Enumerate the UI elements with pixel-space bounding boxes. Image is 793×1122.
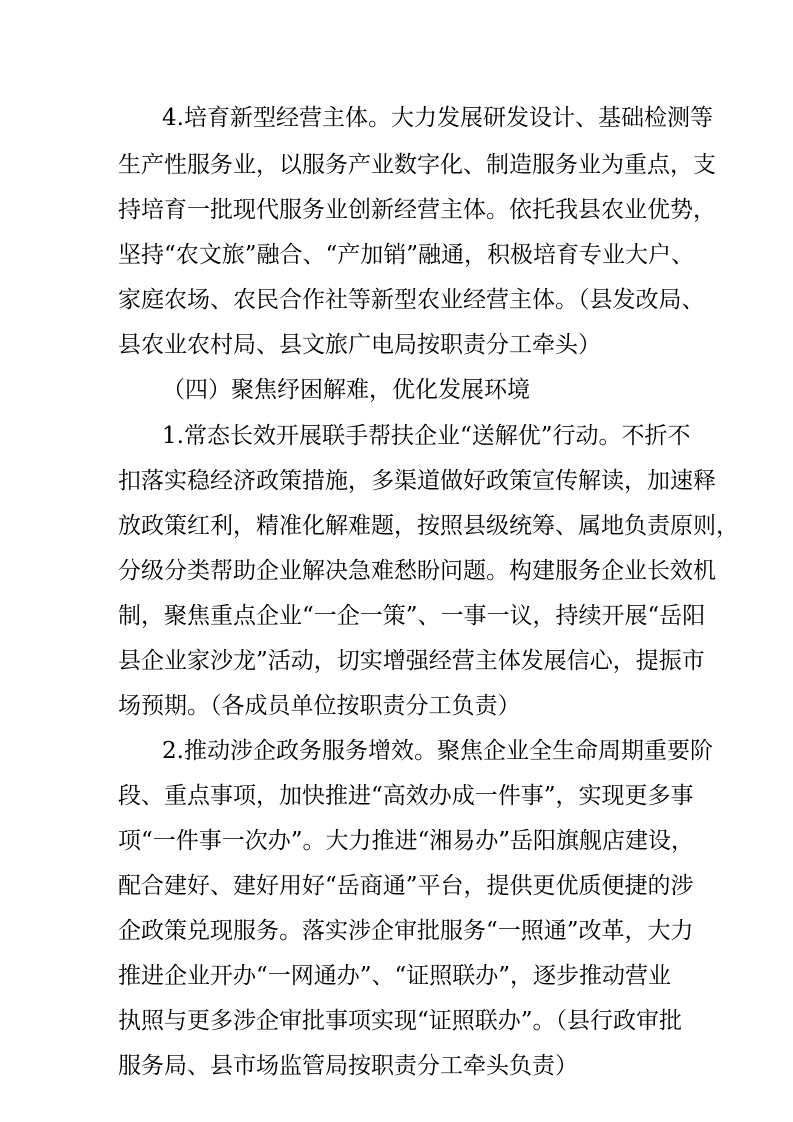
- paragraph-line: 段、重点事项，加快推进“高效办成一件事”，实现更多事: [118, 783, 694, 809]
- paragraph-line: 企政策兑现服务。落实涉企审批服务“一照通”改革，大力: [118, 918, 694, 944]
- paragraph-line: 服务局、县市场监管局按职责分工牵头负责）: [118, 1053, 578, 1079]
- paragraph-line: 持培育一批现代服务业创新经营主体。依托我县农业优势，: [118, 197, 716, 223]
- paragraph-line: 分级分类帮助企业解决急难愁盼问题。构建服务企业长效机: [118, 558, 716, 584]
- paragraph-line: 2.推动涉企政务服务增效。聚焦企业全生命周期重要阶: [162, 738, 713, 764]
- paragraph-line: 4.培育新型经营主体。大力发展研发设计、基础检测等: [162, 105, 713, 131]
- paragraph-line: 县农业农村局、县文旅广电局按职责分工牵头）: [118, 332, 601, 358]
- paragraph-line: 1.常态长效开展联手帮扶企业“送解优”行动。不折不: [162, 423, 691, 449]
- paragraph-line: 项“一件事一次办”。大力推进“湘易办”岳阳旗舰店建设，: [118, 828, 695, 854]
- paragraph-line: 场预期。（各成员单位按职责分工负责）: [118, 693, 521, 719]
- paragraph-line: 坚持“农文旅”融合、“产加销”融通，积极培育专业大户、: [118, 242, 695, 268]
- paragraph-line: 家庭农场、农民合作社等新型农业经营主体。（县发改局、: [118, 287, 705, 313]
- paragraph-line: 推进企业开办“一网通办”、“证照联办”，逐步推动营业: [118, 963, 672, 989]
- paragraph-line: 生产性服务业，以服务产业数字化、制造服务业为重点，支: [118, 152, 716, 178]
- paragraph-line: 执照与更多涉企审批事项实现“证照联办”。（县行政审批: [118, 1008, 683, 1034]
- paragraph-line: 扣落实稳经济政策措施，多渠道做好政策宣传解读，加速释: [118, 468, 716, 494]
- paragraph-line: 制，聚焦重点企业“一企一策”、一事一议，持续开展“岳阳: [118, 603, 706, 629]
- paragraph-line: 县企业家沙龙”活动，切实增强经营主体发展信心，提振市: [118, 648, 705, 674]
- paragraph-line: 放政策红利，精准化解难题，按照县级统筹、属地负责原则，: [118, 513, 739, 539]
- section-heading: （四）聚焦纾困解难，优化发展环境: [162, 377, 530, 403]
- paragraph-line: 配合建好、建好用好“岳商通”平台，提供更优质便捷的涉: [118, 873, 694, 899]
